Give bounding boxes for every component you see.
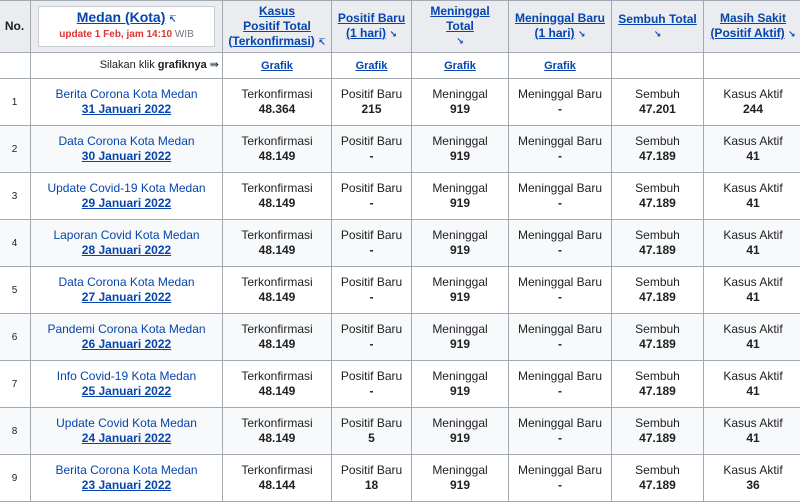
terkonfirmasi-value: 48.144 [226, 478, 328, 493]
row-number: 2 [0, 126, 31, 173]
terkonfirmasi-label: Terkonfirmasi [226, 416, 328, 431]
kasus-aktif-value: 36 [707, 478, 799, 493]
news-cell [31, 314, 223, 361]
table-row [0, 126, 800, 173]
terkonfirmasi-label: Terkonfirmasi [226, 87, 328, 102]
date-link[interactable]: 29 Januari 2022 [34, 196, 219, 211]
sembuh-value: 47.189 [615, 384, 700, 399]
terkonfirmasi-cell [223, 173, 332, 220]
header-row [0, 1, 800, 53]
table-row [0, 361, 800, 408]
sembuh-label: Sembuh [615, 228, 700, 243]
row-number: 6 [0, 314, 31, 361]
terkonfirmasi-label: Terkonfirmasi [226, 369, 328, 384]
meninggal-baru-cell [509, 126, 612, 173]
positif-baru-label: Positif Baru [335, 369, 408, 384]
column-header-meninggal-baru[interactable]: Meninggal Baru (1 hari) ↘ [509, 1, 612, 53]
meninggal-baru-cell [509, 79, 612, 126]
meninggal-value: 919 [415, 149, 505, 164]
kasus-aktif-value: 41 [707, 196, 799, 211]
meninggal-value: 919 [415, 290, 505, 305]
news-link[interactable]: Info Covid-19 Kota Medan [34, 369, 219, 384]
meninggal-baru-value: - [512, 337, 608, 352]
terkonfirmasi-cell [223, 455, 332, 502]
news-link[interactable]: Data Corona Kota Medan [34, 275, 219, 290]
news-link[interactable]: Berita Corona Kota Medan [34, 463, 219, 478]
sembuh-label: Sembuh [615, 463, 700, 478]
meninggal-label: Meninggal [415, 369, 505, 384]
table-row [0, 314, 800, 361]
meninggal-label: Meninggal [415, 134, 505, 149]
terkonfirmasi-value: 48.149 [226, 243, 328, 258]
terkonfirmasi-value: 48.149 [226, 290, 328, 305]
meninggal-baru-label: Meninggal Baru [512, 134, 608, 149]
terkonfirmasi-cell [223, 79, 332, 126]
kasus-aktif-label: Kasus Aktif [707, 275, 799, 290]
news-link[interactable]: Berita Corona Kota Medan [34, 87, 219, 102]
news-cell [31, 267, 223, 314]
meninggal-baru-label: Meninggal Baru [512, 181, 608, 196]
meninggal-baru-label: Meninggal Baru [512, 275, 608, 290]
news-cell [31, 220, 223, 267]
meninggal-value: 919 [415, 431, 505, 446]
table-row [0, 267, 800, 314]
column-header-kasus-positif-total[interactable]: Kasus Positif Total (Terkonfirmasi) ↸ [223, 1, 332, 53]
news-cell [31, 361, 223, 408]
row-number: 3 [0, 173, 31, 220]
positif-baru-cell [332, 361, 412, 408]
grafik-link-meninggal-baru[interactable]: Grafik [544, 60, 576, 72]
meninggal-baru-label: Meninggal Baru [512, 322, 608, 337]
kasus-aktif-label: Kasus Aktif [707, 416, 799, 431]
terkonfirmasi-label: Terkonfirmasi [226, 275, 328, 290]
news-cell [31, 79, 223, 126]
positif-baru-value: - [335, 384, 408, 399]
terkonfirmasi-label: Terkonfirmasi [226, 322, 328, 337]
kasus-aktif-cell [704, 455, 800, 502]
positif-baru-label: Positif Baru [335, 181, 408, 196]
meninggal-baru-cell [509, 408, 612, 455]
date-link[interactable]: 31 Januari 2022 [34, 102, 219, 117]
arrow-right-icon: ⇛ [210, 59, 219, 71]
grafik-row [0, 53, 800, 79]
table-row [0, 173, 800, 220]
positif-baru-cell [332, 220, 412, 267]
positif-baru-value: 18 [335, 478, 408, 493]
update-timestamp: update 1 Feb, jam 14:10 WIB [39, 27, 214, 42]
sembuh-value: 47.189 [615, 196, 700, 211]
meninggal-baru-cell [509, 173, 612, 220]
date-link[interactable]: 30 Januari 2022 [34, 149, 219, 164]
terkonfirmasi-label: Terkonfirmasi [226, 228, 328, 243]
sort-icon[interactable]: ↘ [389, 29, 397, 39]
meninggal-cell [412, 455, 509, 502]
terkonfirmasi-cell [223, 267, 332, 314]
meninggal-baru-cell [509, 361, 612, 408]
row-number: 7 [0, 361, 31, 408]
terkonfirmasi-cell [223, 220, 332, 267]
column-header-no: No. [0, 1, 31, 53]
meninggal-value: 919 [415, 384, 505, 399]
kasus-aktif-cell [704, 314, 800, 361]
meninggal-value: 919 [415, 337, 505, 352]
sembuh-value: 47.189 [615, 431, 700, 446]
row-number: 9 [0, 455, 31, 502]
sembuh-label: Sembuh [615, 369, 700, 384]
sembuh-value: 47.189 [615, 478, 700, 493]
positif-baru-label: Positif Baru [335, 416, 408, 431]
sembuh-label: Sembuh [615, 275, 700, 290]
kota-box [38, 6, 215, 47]
column-header-positif-baru[interactable]: Positif Baru (1 hari) ↘ [332, 1, 412, 53]
sembuh-cell [612, 173, 704, 220]
sembuh-label: Sembuh [615, 134, 700, 149]
date-link[interactable]: 27 Januari 2022 [34, 290, 219, 305]
positif-baru-value: - [335, 337, 408, 352]
positif-baru-value: - [335, 149, 408, 164]
kasus-aktif-value: 41 [707, 431, 799, 446]
meninggal-baru-value: - [512, 384, 608, 399]
grafik-link-positif-baru[interactable]: Grafik [356, 60, 388, 72]
meninggal-cell [412, 267, 509, 314]
column-header-meninggal-total[interactable]: Meninggal Total ↘ [412, 1, 509, 53]
meninggal-value: 919 [415, 478, 505, 493]
sembuh-value: 47.189 [615, 290, 700, 305]
meninggal-baru-value: - [512, 243, 608, 258]
news-link[interactable]: Data Corona Kota Medan [34, 134, 219, 149]
meninggal-baru-label: Meninggal Baru [512, 416, 608, 431]
news-cell [31, 173, 223, 220]
kasus-aktif-label: Kasus Aktif [707, 228, 799, 243]
kasus-aktif-cell [704, 267, 800, 314]
terkonfirmasi-label: Terkonfirmasi [226, 181, 328, 196]
positif-baru-label: Positif Baru [335, 275, 408, 290]
positif-baru-cell [332, 408, 412, 455]
meninggal-cell [412, 126, 509, 173]
kasus-aktif-value: 41 [707, 290, 799, 305]
sembuh-label: Sembuh [615, 181, 700, 196]
terkonfirmasi-value: 48.149 [226, 337, 328, 352]
news-cell [31, 455, 223, 502]
sembuh-cell [612, 361, 704, 408]
news-cell [31, 126, 223, 173]
meninggal-baru-label: Meninggal Baru [512, 463, 608, 478]
kasus-aktif-cell [704, 126, 800, 173]
row-number: 1 [0, 79, 31, 126]
sembuh-cell [612, 79, 704, 126]
table-row [0, 408, 800, 455]
meninggal-baru-cell [509, 314, 612, 361]
sembuh-label: Sembuh [615, 322, 700, 337]
meninggal-baru-value: - [512, 149, 608, 164]
terkonfirmasi-value: 48.364 [226, 102, 328, 117]
table-row [0, 455, 800, 502]
kasus-aktif-cell [704, 220, 800, 267]
meninggal-baru-value: - [512, 102, 608, 117]
kasus-aktif-value: 41 [707, 149, 799, 164]
column-header-sembuh-total[interactable]: Sembuh Total ↘ [612, 1, 704, 53]
table-row [0, 220, 800, 267]
terkonfirmasi-cell [223, 314, 332, 361]
sembuh-cell [612, 455, 704, 502]
grafik-row-empty-cell [0, 53, 31, 79]
kasus-aktif-label: Kasus Aktif [707, 463, 799, 478]
kasus-aktif-cell [704, 173, 800, 220]
positif-baru-cell [332, 79, 412, 126]
grafik-link-kasus[interactable]: Grafik [261, 60, 293, 72]
news-link[interactable]: Pandemi Corona Kota Medan [34, 322, 219, 337]
positif-baru-value: - [335, 196, 408, 211]
meninggal-cell [412, 220, 509, 267]
meninggal-label: Meninggal [415, 463, 505, 478]
kasus-aktif-label: Kasus Aktif [707, 134, 799, 149]
terkonfirmasi-cell [223, 408, 332, 455]
sort-icon[interactable]: ↘ [415, 34, 505, 49]
meninggal-baru-value: - [512, 196, 608, 211]
sembuh-cell [612, 314, 704, 361]
positif-baru-label: Positif Baru [335, 228, 408, 243]
positif-baru-label: Positif Baru [335, 134, 408, 149]
positif-baru-cell [332, 173, 412, 220]
terkonfirmasi-value: 48.149 [226, 431, 328, 446]
sort-icon[interactable]: ↘ [615, 27, 700, 42]
meninggal-label: Meninggal [415, 322, 505, 337]
kasus-aktif-label: Kasus Aktif [707, 322, 799, 337]
meninggal-baru-label: Meninggal Baru [512, 87, 608, 102]
news-link[interactable]: Laporan Covid Kota Medan [34, 228, 219, 243]
sort-icon[interactable]: ↸ [169, 14, 177, 24]
meninggal-value: 919 [415, 196, 505, 211]
positif-baru-cell [332, 455, 412, 502]
positif-baru-cell [332, 314, 412, 361]
positif-baru-label: Positif Baru [335, 322, 408, 337]
meninggal-cell [412, 173, 509, 220]
kota-title-link[interactable]: Medan (Kota) [77, 9, 166, 25]
row-number: 8 [0, 408, 31, 455]
kasus-aktif-cell [704, 79, 800, 126]
meninggal-value: 919 [415, 243, 505, 258]
kasus-aktif-label: Kasus Aktif [707, 181, 799, 196]
kasus-aktif-cell [704, 361, 800, 408]
meninggal-baru-value: - [512, 290, 608, 305]
positif-baru-cell [332, 267, 412, 314]
meninggal-cell [412, 314, 509, 361]
meninggal-baru-cell [509, 455, 612, 502]
date-link[interactable]: 26 Januari 2022 [34, 337, 219, 352]
terkonfirmasi-label: Terkonfirmasi [226, 463, 328, 478]
positif-baru-label: Positif Baru [335, 87, 408, 102]
sembuh-value: 47.201 [615, 102, 700, 117]
meninggal-baru-cell [509, 220, 612, 267]
positif-baru-label: Positif Baru [335, 463, 408, 478]
sort-icon[interactable]: ↘ [788, 29, 796, 39]
kasus-aktif-cell [704, 408, 800, 455]
meninggal-baru-cell [509, 267, 612, 314]
kasus-aktif-value: 41 [707, 243, 799, 258]
sembuh-value: 47.189 [615, 149, 700, 164]
date-link[interactable]: 24 Januari 2022 [34, 431, 219, 446]
terkonfirmasi-cell [223, 126, 332, 173]
news-link[interactable]: Update Covid-19 Kota Medan [34, 181, 219, 196]
sort-icon[interactable]: ↸ [318, 37, 326, 47]
sembuh-value: 47.189 [615, 243, 700, 258]
kasus-aktif-label: Kasus Aktif [707, 369, 799, 384]
news-cell [31, 408, 223, 455]
row-number: 5 [0, 267, 31, 314]
meninggal-label: Meninggal [415, 416, 505, 431]
meninggal-baru-value: - [512, 431, 608, 446]
meninggal-cell [412, 361, 509, 408]
date-link[interactable]: 25 Januari 2022 [34, 384, 219, 399]
positif-baru-value: - [335, 290, 408, 305]
meninggal-baru-value: - [512, 478, 608, 493]
positif-baru-value: - [335, 243, 408, 258]
meninggal-value: 919 [415, 102, 505, 117]
terkonfirmasi-value: 48.149 [226, 149, 328, 164]
sort-icon[interactable]: ↘ [578, 29, 586, 39]
meninggal-label: Meninggal [415, 181, 505, 196]
terkonfirmasi-cell [223, 361, 332, 408]
column-header-kota [31, 1, 223, 53]
kasus-aktif-value: 244 [707, 102, 799, 117]
news-link[interactable]: Update Covid Kota Medan [34, 416, 219, 431]
positif-baru-cell [332, 126, 412, 173]
positif-baru-value: 5 [335, 431, 408, 446]
terkonfirmasi-value: 48.149 [226, 384, 328, 399]
meninggal-cell [412, 79, 509, 126]
meninggal-baru-label: Meninggal Baru [512, 228, 608, 243]
positif-baru-value: 215 [335, 102, 408, 117]
terkonfirmasi-value: 48.149 [226, 196, 328, 211]
sembuh-cell [612, 126, 704, 173]
date-link[interactable]: 23 Januari 2022 [34, 478, 219, 493]
grafik-link-meninggal[interactable]: Grafik [444, 60, 476, 72]
meninggal-cell [412, 408, 509, 455]
sembuh-label: Sembuh [615, 416, 700, 431]
date-link[interactable]: 28 Januari 2022 [34, 243, 219, 258]
terkonfirmasi-label: Terkonfirmasi [226, 134, 328, 149]
sembuh-cell [612, 408, 704, 455]
sembuh-value: 47.189 [615, 337, 700, 352]
grafik-instruction: Silakan klik grafiknya ⇛ [31, 53, 223, 79]
kasus-aktif-value: 41 [707, 337, 799, 352]
sembuh-label: Sembuh [615, 87, 700, 102]
meninggal-label: Meninggal [415, 228, 505, 243]
sembuh-cell [612, 267, 704, 314]
meninggal-label: Meninggal [415, 87, 505, 102]
meninggal-baru-label: Meninggal Baru [512, 369, 608, 384]
grafik-row-empty-cell [612, 53, 704, 79]
table-row [0, 79, 800, 126]
kasus-aktif-label: Kasus Aktif [707, 87, 799, 102]
row-number: 4 [0, 220, 31, 267]
kasus-aktif-value: 41 [707, 384, 799, 399]
column-header-masih-sakit[interactable]: Masih Sakit (Positif Aktif) ↘ [704, 1, 800, 53]
meninggal-label: Meninggal [415, 275, 505, 290]
sembuh-cell [612, 220, 704, 267]
grafik-row-empty-cell [704, 53, 800, 79]
